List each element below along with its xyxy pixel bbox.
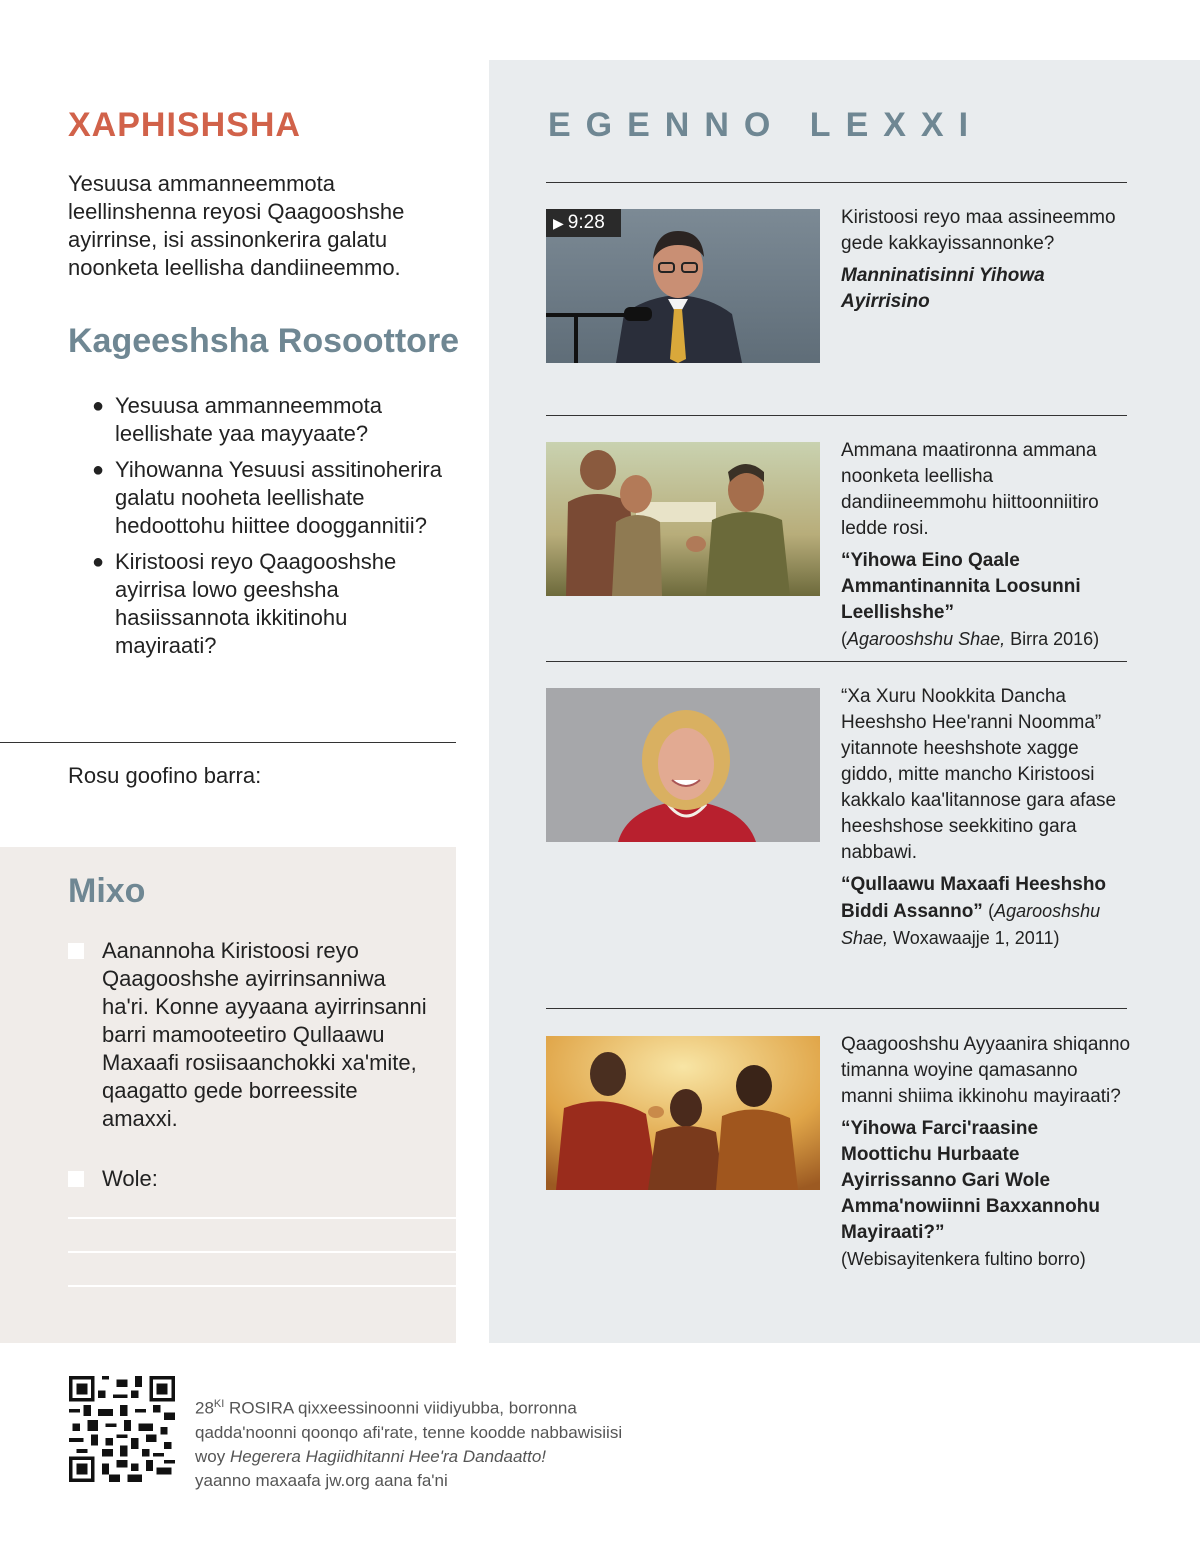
illustration-image [546,442,820,596]
review-item: ● Kiristoosi reyo Qaagooshshe ayirrisa lowo geeshsha hasiissannota ikkitinohu mayiraati? [92,549,397,658]
woman-portrait-image [546,688,820,842]
divider [546,661,1127,662]
resource-source: (Webisayitenkera fultino borro) [841,1249,1086,1269]
divider [546,415,1127,416]
bullet-icon: ● [92,551,105,573]
resource-title[interactable]: “Qullaawu Maxaafi Heeshsho Biddi Assanno” (Agarooshshu Shae, Woxawaajje 1, 2011) [841,874,1107,948]
review-item: ● Yesuusa ammanneemmota leellishate yaa mayyaate? [92,393,383,446]
resource-item [841,205,1131,315]
divider [546,1008,1127,1009]
write-line[interactable] [68,1251,456,1253]
bullet-icon: ● [92,459,105,481]
write-line[interactable] [68,1217,456,1219]
review-title: Kageeshsha Rosoottore [68,322,460,360]
article-thumbnail[interactable] [546,688,820,842]
lesson-heading: XAPHISHSHA [68,106,301,144]
resource-description: Ammana maatironna ammana noonketa leellisha dandiineemmohu hiittoonniitiro ledde rosi. [841,440,1099,539]
review-item: ● Yihowanna Yesuusi assitinoherira galatu nooheta leellishate hedoottohu hiittee dooggannitii? [92,457,442,538]
checkbox[interactable] [68,1171,84,1187]
task-item-other[interactable]: Wole: [68,1165,438,1193]
resource-description: “Xa Xuru Nookkita Dancha Heeshsho Hee'ranni Noomma” yitannote heeshshote xagge giddo, mitte mancho Kiristoosi kakkalo kaa'litannose gara afase heeshshose seekkitino gara nabbawi. [841,686,1117,863]
divider [0,742,456,743]
resource-item [841,684,1131,952]
play-icon: ▶ [553,215,564,231]
resources-heading: EGENNO LEXXI [548,106,984,144]
resource-description: Qaagooshshu Ayyaanira shiqanno timanna woyine qamasanno manni shiima ikkinohu mayiraati? [841,1034,1131,1107]
bullet-icon: ● [92,395,105,417]
qr-code-icon[interactable] [67,1376,177,1482]
video-thumbnail[interactable] [546,209,820,363]
resource-title[interactable]: “Yihowa Farci'raasine Moottichu Hurbaate Ayirrissanno Gari Wole Amma'nowiinni Baxxannohu Mayiraati?” [841,1118,1100,1243]
article-thumbnail[interactable] [546,1036,820,1190]
resource-description: Kiristoosi reyo maa assineemmo gede kakkayissannonke? [841,207,1116,254]
resource-title[interactable]: “Yihowa Eino Qaale Ammantinannita Loosunni Leellishshe” [841,550,1081,623]
resource-source: (Agarooshshu Shae, Birra 2016) [841,629,1100,649]
resource-item [841,1032,1131,1272]
review-list [92,392,454,668]
divider [546,182,1127,183]
learned-label: Rosu goofino barra: [68,763,262,788]
duration-badge: ▶ 9:28 [546,209,621,237]
resource-title[interactable]: Manninatisinni Yihowa Ayirrisino [841,265,1045,312]
article-thumbnail[interactable] [546,442,820,596]
task-item[interactable]: Aanannoha Kiristoosi reyo Qaagooshshe ayirrinsanniwa ha'ri. Konne ayyaana ayirrinsanni barri mamooteetiro Qullaawu Maxaafi rosiisaanchokki xa'mite, qaagatto gede borreessite amaxxi. [68,937,438,1133]
lesson-intro: Yesuusa ammanneemmota leellinshenna reyosi Qaagooshshe ayirrinse, isi assinonkerira galatu noonketa leellisha dandiineemmo. [68,171,405,280]
write-line[interactable] [68,1285,456,1287]
resource-item [841,438,1131,652]
checkbox[interactable] [68,943,84,959]
footer-note: $28^{KI}$ ROSIRA qixxeessinoonni viidiyubba, borronna qadda'noonni qoonqo afi'rate, tenne koodde nabbawisiisi woy Hegerera Hagiidhitanni Hee'ra Dandaatto! yaanno maxaafa jw.org aana fa'ni [195,1398,623,1490]
last-supper-image [546,1036,820,1190]
task-title: Mixo [68,872,146,910]
